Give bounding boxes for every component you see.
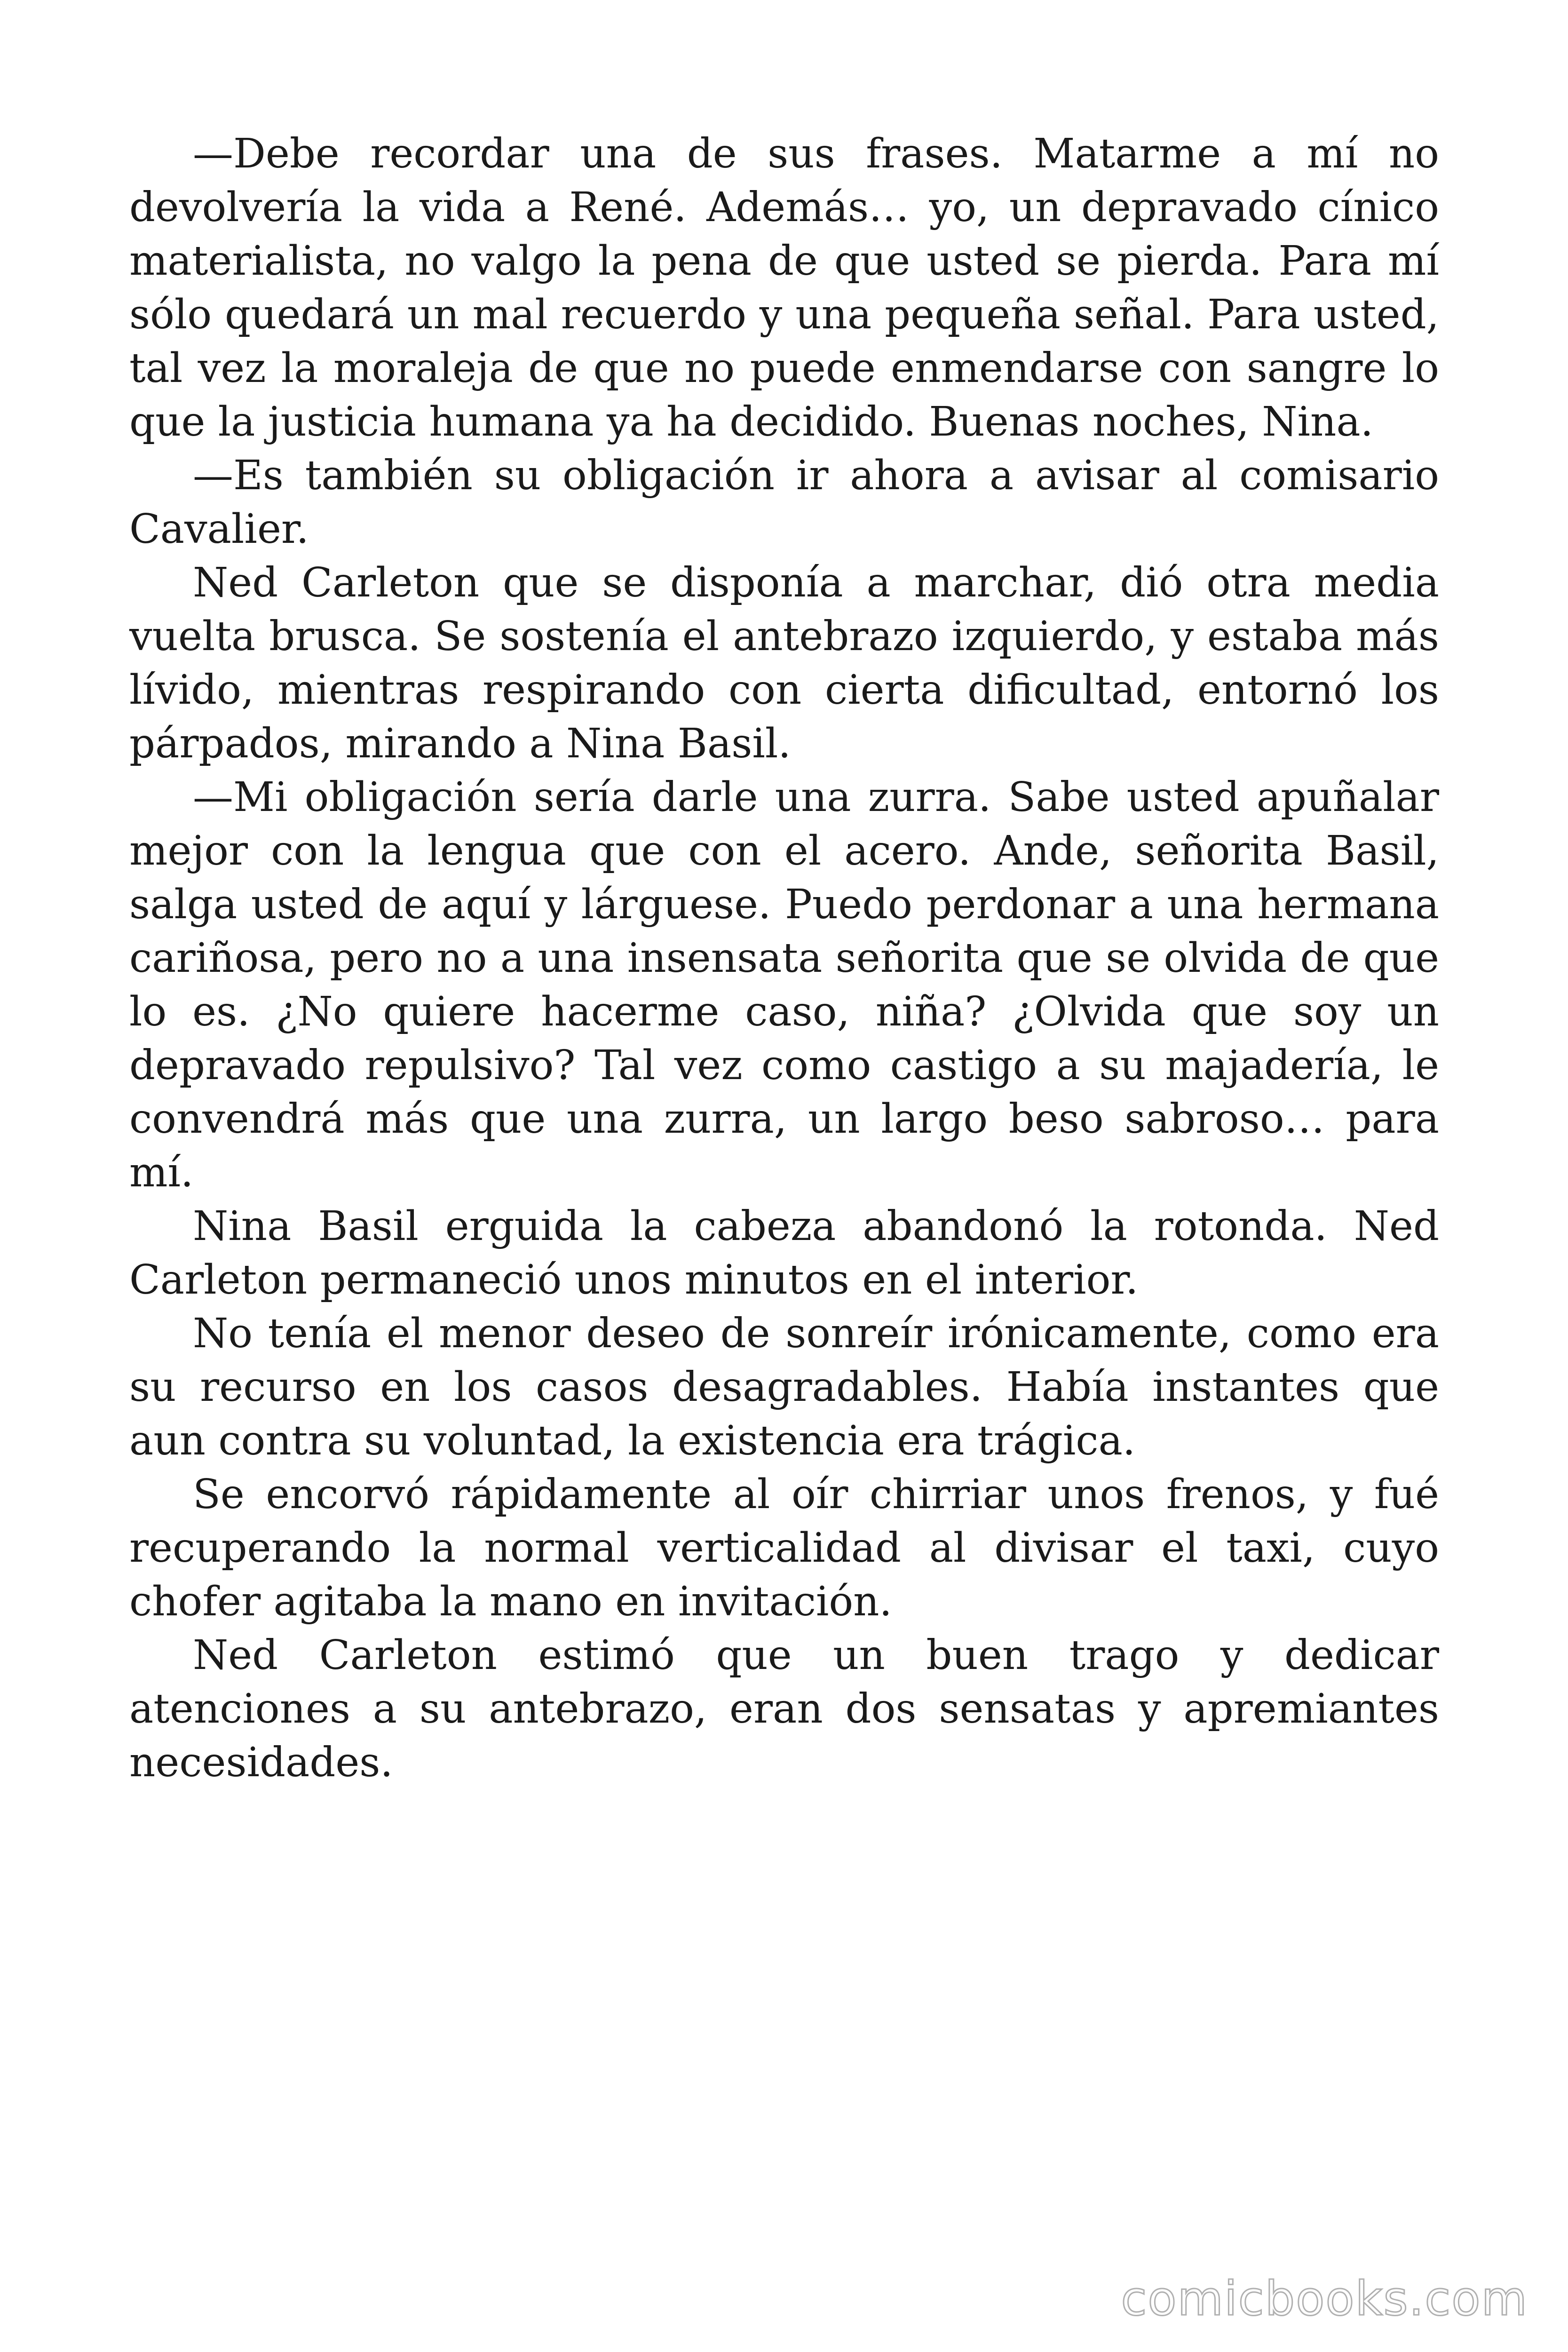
paragraph-5: Nina Basil erguida la cabeza abandonó la rotonda. Ned Carleton permaneció unos minutos en el interior.: [129, 1203, 1439, 1303]
watermark: comicbooks.com: [1121, 2271, 1528, 2326]
paragraph-3: Ned Carleton que se disponía a marchar, dió otra media vuelta brusca. Se sostenía el antebrazo izquierdo, y estaba más lívido, mientras respirando con cierta dificultad, entornó los párpados, mirando a Nina Basil.: [129, 559, 1439, 767]
paragraph-4: —Mi obligación sería darle una zurra. Sabe usted apuñalar mejor con la lengua que con el acero. Ande, señorita Basil, salga usted de aquí y lárguese. Puedo perdonar a una hermana cariñosa, pero no a una insensata señorita que se olvida de que lo es. ¿No quiere hacerme caso, niña? ¿Olvida que soy un depravado repulsivo? Tal vez como castigo a su majadería, le convendrá más que una zurra, un largo beso sabroso… para mí.: [129, 774, 1439, 1196]
paragraph-2: —Es también su obligación ir ahora a avisar al comisario Cavalier.: [129, 452, 1439, 553]
paragraph-7: Se encorvó rápidamente al oír chirriar unos frenos, y fué recuperando la normal verticalidad al divisar el taxi, cuyo chofer agitaba la mano en invitación.: [129, 1471, 1439, 1625]
paragraph-6: No tenía el menor deseo de sonreír irónicamente, como era su recurso en los casos desagradables. Había instantes que aun contra su voluntad, la existencia era trágica.: [129, 1310, 1439, 1464]
paragraph-8: Ned Carleton estimó que un buen trago y dedicar atenciones a su antebrazo, eran dos sensatas y apremiantes necesidades.: [129, 1632, 1439, 1786]
body-text: [129, 127, 1439, 1789]
paragraph-1: —Debe recordar una de sus frases. Matarme a mí no devolvería la vida a René. Además… yo, un depravado cínico materialista, no valgo la pena de que usted se pierda. Para mí sólo quedará un mal recuerdo y una pequeña señal. Para usted, tal vez la moraleja de que no puede enmendarse con sangre lo que la justicia humana ya ha decidido. Buenas noches, Nina.: [129, 130, 1439, 445]
